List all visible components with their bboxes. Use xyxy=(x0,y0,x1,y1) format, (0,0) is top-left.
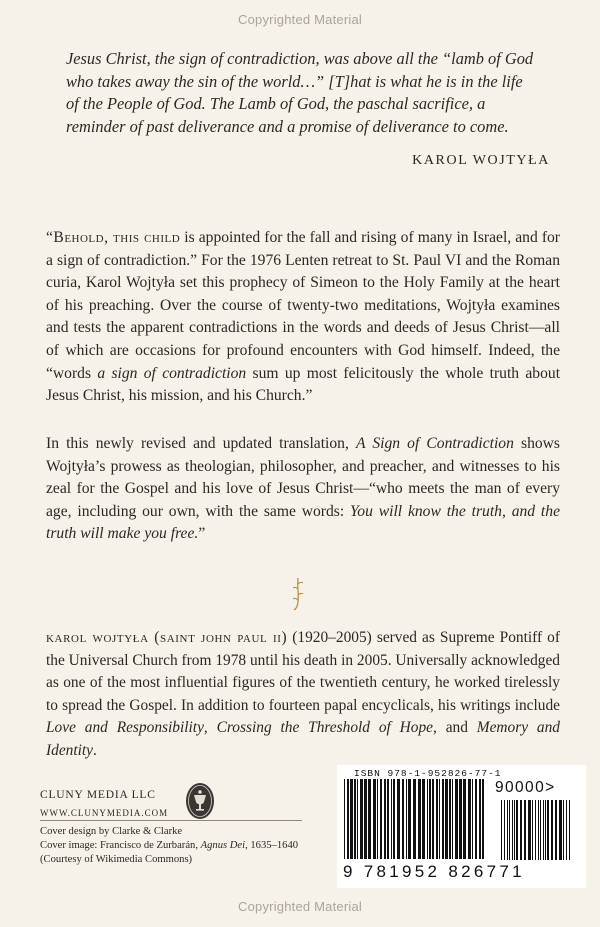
barcode-bar xyxy=(455,779,458,859)
barcode-bar xyxy=(442,779,444,859)
barcode-bar xyxy=(357,779,358,859)
barcode-bar xyxy=(468,779,471,859)
p2-end: ” xyxy=(198,525,206,543)
barcode-bar xyxy=(512,800,513,860)
barcode-bar xyxy=(432,779,434,859)
barcode-bar xyxy=(569,800,570,860)
barcode-bar xyxy=(368,779,371,859)
bio-book-1: Love and Responsibility xyxy=(46,719,204,737)
bio-end: . xyxy=(93,741,97,759)
barcode-bar xyxy=(364,779,367,859)
copyright-watermark-bottom: Copyrighted Material xyxy=(238,899,362,914)
barcode-bar xyxy=(429,779,431,859)
bio-book-2: Crossing the Threshold of Hope xyxy=(216,719,433,737)
barcode-bar xyxy=(504,800,505,860)
bio-text: (1920–2005) served as Supreme Pontiff of the Universal Church from 1978 until his death in 2005. Universally acknowledged as one of the most influential figures of the twentieth century, he worked tirelessly to spread the Gospel. In addition to fourteen papal encyclicals, his writings include xyxy=(46,629,560,714)
barcode-bar xyxy=(402,779,404,859)
barcode-bar xyxy=(543,800,544,860)
barcode-bar xyxy=(520,800,522,860)
sprig-ornament-icon xyxy=(290,577,306,611)
p1-end: sum up most felicitously the whole truth about Jesus Christ, his mission, and his Church.” xyxy=(46,364,561,405)
credits-divider xyxy=(40,820,302,821)
barcode-bar xyxy=(344,779,345,859)
credit-cover-image xyxy=(40,839,298,853)
barcode-bar xyxy=(422,779,425,859)
barcode-bar xyxy=(347,779,349,859)
barcode-bar xyxy=(449,779,451,859)
barcode-bar xyxy=(514,800,515,860)
epigraph-author: KAROL WOJTYŁA xyxy=(412,153,550,168)
barcode-bar xyxy=(436,779,438,859)
credit-cover-design: Cover design by Clarke & Clarke xyxy=(40,826,183,837)
lead-in: “Behold, this child xyxy=(46,229,181,246)
barcode-bar xyxy=(566,800,567,860)
barcode-bar xyxy=(545,800,546,860)
isbn-barcode xyxy=(343,779,488,859)
barcode-bar xyxy=(445,779,448,859)
bio-book-3: Memory and Identity xyxy=(46,719,560,759)
author-bio xyxy=(46,627,560,763)
barcode-bar xyxy=(408,779,411,859)
isbn-label: ISBN 978-1-952826-77-1 xyxy=(354,768,502,779)
barcode-bar xyxy=(563,800,564,860)
barcode-bar xyxy=(547,800,549,860)
p1-italic: a sign of contradiction xyxy=(97,364,247,382)
description-paragraph-2 xyxy=(46,433,560,546)
barcode-bar xyxy=(479,779,481,859)
barcode-bar xyxy=(507,800,508,860)
barcode-bar xyxy=(463,779,466,859)
barcode-bar xyxy=(559,800,562,860)
barcode-bar xyxy=(350,779,353,859)
p2-book-title: A Sign of Contradiction xyxy=(355,435,514,452)
barcode-bar xyxy=(459,779,462,859)
barcode-bar xyxy=(391,779,392,859)
price-code: 90000> xyxy=(495,779,556,796)
publisher-url: WWW.CLUNYMEDIA.COM xyxy=(40,808,169,818)
barcode-bar xyxy=(528,800,531,860)
barcode-bar xyxy=(377,779,378,859)
price-barcode xyxy=(500,800,580,860)
barcode-bar xyxy=(427,779,428,859)
barcode-bar xyxy=(406,779,407,859)
barcode-bar xyxy=(540,800,541,860)
barcode-bar xyxy=(516,800,518,860)
barcode-bar xyxy=(418,779,421,859)
credit-image-suffix: , 1635–1640 xyxy=(245,840,299,851)
barcode-bar xyxy=(360,779,363,859)
barcode-bar xyxy=(354,779,356,859)
description-paragraph-1 xyxy=(46,227,560,408)
p2-italic-quote: You will know the truth, and the truth will make you free. xyxy=(46,502,560,543)
bio-sep-1: , xyxy=(203,719,217,737)
barcode-bar xyxy=(555,800,557,860)
barcode-bar xyxy=(532,800,533,860)
barcode-bar xyxy=(472,779,473,859)
bio-sep-2: , and xyxy=(433,719,477,737)
p2-text: shows Wojtyła’s prowess as theologian, philosopher, and preacher, and witnesses to his zeal for the Gospel and his love of Jesus Christ—“who meets the man of every age, including our own, with the same words: xyxy=(46,435,561,520)
barcode-bar xyxy=(524,800,526,860)
barcode-bar xyxy=(509,800,510,860)
isbn-digits: 9 781952 826771 xyxy=(343,862,525,881)
barcode-bar xyxy=(475,779,477,859)
barcode-bar xyxy=(538,800,539,860)
barcode-bar xyxy=(535,800,536,860)
publisher-name: CLUNY MEDIA LLC xyxy=(40,789,156,801)
barcode-bar xyxy=(482,779,484,859)
credit-image-prefix: Cover image: Francisco de Zurbarán, xyxy=(40,840,201,851)
barcode-bar xyxy=(551,800,553,860)
barcode-bar xyxy=(393,779,395,859)
barcode-bar xyxy=(439,779,440,859)
p2-start: In this newly revised and updated translation, xyxy=(46,435,356,452)
barcode-bar xyxy=(380,779,382,859)
barcode-bar xyxy=(413,779,416,859)
epigraph-quote: Jesus Christ, the sign of contradiction, was above all the “lamb of God who takes away the sin of the world…” [T]hat is what he is in the life of the People of God. The Lamb of God, the paschal sacrifice, a reminder of past deliverance and a promise of deliverance to come. xyxy=(66,49,534,136)
barcode-bar xyxy=(501,800,502,860)
barcode-bar xyxy=(397,779,400,859)
barcode-bar xyxy=(452,779,453,859)
publisher-seal-icon xyxy=(185,782,215,820)
barcode-bar xyxy=(387,779,389,859)
bio-author-name: karol wojtyła (saint john paul ii) xyxy=(46,629,288,646)
p1-text: is appointed for the fall and rising of many in Israel, and for a sign of contradiction.” For the 1976 Lenten retreat to St. Paul VI and the Roman curia, Karol Wojtyła set this prophecy of Simeon to the Holy Family at the heart of his preaching. Over the course of twenty-two meditations, Wojtyła examines and tests the apparent contradictions in the words and deeds of Jesus Christ—all of which are occasions for profound encounters with God himself. Indeed, the “words xyxy=(46,229,561,382)
barcode-bar xyxy=(384,779,386,859)
credit-image-title: Agnus Dei xyxy=(200,840,246,851)
credit-courtesy: (Courtesy of Wikimedia Commons) xyxy=(40,854,193,865)
barcode-bar xyxy=(373,779,376,859)
copyright-watermark-top: Copyrighted Material xyxy=(238,12,362,27)
